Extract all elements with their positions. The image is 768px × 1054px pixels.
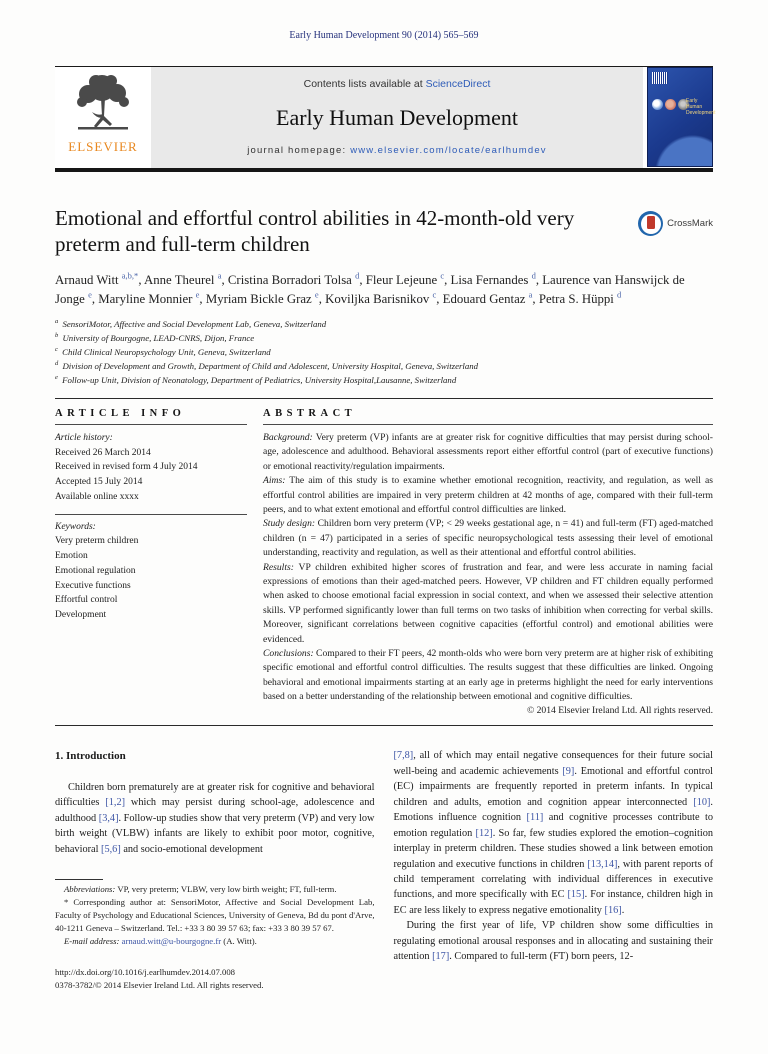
- author-name: Lisa Fernandes $^d$,: [450, 270, 543, 287]
- banner-divider: [55, 168, 713, 172]
- author-affiliation-sup: c: [432, 289, 437, 300]
- abstract-section-label: Aims:: [263, 475, 286, 487]
- author-name: Myriam Bickle Graz $^e$,: [205, 289, 326, 307]
- author-affiliation-sup: d: [617, 289, 622, 300]
- abstract-section: Background: Very preterm (VP) infants are at greater risk for cognitive difficulties that may persist during school-age, adolescence and adulthood. Behavioral assessments report either effortful control (part of executive functions) or emotional reactivity/regulation impairments.: [263, 432, 713, 472]
- abstract-section: Results: VP children exhibited higher scores of frustration and fear, and were less accurate in naming facial expressions of emotions than their aged-matched peers. However, VP children and FT children equally performed when asked to choose emotional facial expression in social context, and when we assessed their selective attention skills. VP performed significantly lower than full terms on two tasks of inhibition when correcting for verbal skills. Moreover, significant correlations between cognitive capacities (effortful control) and emotional abilities were evidenced.: [263, 561, 713, 645]
- paragraph: During the first year of life, VP children show some difficulties in regulating emotional arousal responses and in allocating and sustaining their attention [17]. Compared to full-term (FT) born peers, 12-: [393, 920, 713, 963]
- citation-link[interactable]: [17]: [432, 951, 450, 963]
- article-history-label: Article history:: [55, 433, 113, 444]
- footnote-rule: [55, 879, 103, 880]
- footer-block: [55, 966, 375, 992]
- author-list: [55, 270, 695, 309]
- sciencedirect-link[interactable]: ScienceDirect: [425, 78, 491, 90]
- abstract-section: Study design: Children born very preterm (VP; < 29 weeks gestational age, n = 41) and full-term (FT) aged-matched children (n = 47) participated in a series of specific neuropsychological tests assessing their level of emotional understanding, reactivity and regulation, as well as their attentional and effortful control abilities.: [263, 518, 713, 559]
- article-history-list: [55, 446, 247, 505]
- elsevier-tree-icon: [72, 72, 134, 138]
- citation-link[interactable]: [15]: [567, 889, 585, 901]
- author-name: Laurence van Hanswijck de Jonge $^e$,: [55, 272, 685, 307]
- elsevier-wordmark: ELSEVIER: [68, 139, 138, 154]
- divider: [55, 424, 247, 425]
- history-line: Accepted 15 July 2014: [55, 477, 143, 488]
- crossmark-icon: [638, 211, 663, 236]
- citation-link[interactable]: [3,4]: [98, 812, 119, 824]
- abbreviations-text: VP, very preterm; VLBW, very low birth weight; FT, full-term.: [115, 884, 337, 895]
- abbreviations-note: [55, 883, 375, 896]
- keyword: Effortful control: [55, 595, 118, 606]
- author-affiliation-sup: d: [355, 270, 360, 281]
- citation-link[interactable]: [5,6]: [101, 843, 121, 855]
- abstract-section-label: Study design:: [263, 518, 316, 530]
- citation-link[interactable]: [11]: [526, 812, 544, 824]
- corresponding-author-note: * Corresponding author at: SensoriMotor, Affective and Social Development Lab, Faculty of Psychology and Educational Sciences, University of Geneva, Bd du pont d'Arve, 40-1211 Geneva – Switzerland. Tel.: +33 3 80 39 57 63; fax: +33 3 80 39 57 67.: [55, 897, 375, 934]
- abstract-section: Aims: The aim of this study is to examine whether emotional recognition, reactivity, and regulation, as well as effortful control abilities are impaired in very preterm children at 42 months of age, compared with their full-term peers, and to what extent emotional and effortful control difficulties are linked.: [263, 475, 713, 515]
- divider: [263, 424, 713, 425]
- abstract-section: Conclusions: Compared to their FT peers, 42 month-olds who were born very preterm are at higher risk of exhibiting specific emotional and effortful control difficulties. The results suggest that these difficulties are linked. Ongoing behavioral and emotional impairments starting at an early age in preterms highlight the need for early interventions based on a better understanding of the relationship between emotional and cognitive difficulties.: [263, 647, 713, 703]
- keyword: Emotional regulation: [55, 565, 136, 576]
- paragraph: Children born prematurely are at greater risk for cognitive and behavioral difficulties [1,2] which may persist during school-age, adolescence and adulthood [3,4]. Follow-up studies show that very preterm (VP) and very low birth weight (VLBW) infants are likely to exhibit poor motor, cognitive, behavioral [5,6] and socio-emotional development: [55, 781, 375, 855]
- affiliation-list: [55, 317, 713, 387]
- citation-link[interactable]: [10]: [693, 796, 711, 808]
- abstract-text: [263, 431, 713, 704]
- crossmark-badge[interactable]: [638, 211, 713, 236]
- cover-decoration: [648, 128, 712, 166]
- divider: [55, 514, 247, 515]
- keyword: Emotion: [55, 551, 88, 562]
- intro-left-text: [55, 780, 375, 857]
- footnote-block: [55, 879, 375, 948]
- author-affiliation-sup: e: [195, 289, 200, 300]
- author-affiliation-sup: a,b,*: [121, 270, 139, 281]
- abstract-heading: ABSTRACT: [263, 408, 357, 420]
- cover-image-dot: [665, 99, 676, 110]
- journal-reference: Early Human Development 90 (2014) 565–569: [289, 30, 479, 41]
- article-info-column: [55, 399, 247, 716]
- doi-link[interactable]: http://dx.doi.org/10.1016/j.earlhumdev.2014.07.008: [55, 967, 236, 978]
- abstract-section-label: Results:: [263, 561, 294, 573]
- author-name: Cristina Borradori Tolsa $^d$,: [227, 270, 366, 287]
- author-affiliation-sup: a: [528, 289, 533, 300]
- cover-images: [652, 99, 689, 110]
- affiliation: $^d$ Division of Development and Growth, Department of Child and Adolescent, University Hospital, Geneva, Switzerland: [55, 360, 479, 372]
- email-link[interactable]: arnaud.witt@u-bourgogne.fr: [121, 936, 222, 947]
- email-suffix: (A. Witt).: [221, 936, 257, 947]
- homepage-label: journal homepage:: [247, 145, 351, 156]
- contents-line: [304, 78, 491, 90]
- citation-link[interactable]: [16]: [604, 904, 622, 916]
- author-name: Arnaud Witt $^{a,b,*}$,: [55, 270, 145, 287]
- keywords-label: Keywords:: [55, 521, 96, 532]
- keyword: Very preterm children: [55, 536, 139, 547]
- homepage-line: [247, 145, 547, 156]
- history-line: Received in revised form 4 July 2014: [55, 462, 198, 473]
- copyright-line: © 2014 Elsevier Ireland Ltd. All rights reserved.: [526, 705, 713, 717]
- author-name: Edouard Gentaz $^a$,: [442, 289, 539, 307]
- journal-cover-thumbnail: [647, 67, 716, 167]
- author-affiliation-sup: d: [531, 270, 536, 281]
- section-divider: [55, 725, 713, 726]
- cover-barcode: [652, 72, 668, 84]
- abstract-section-label: Conclusions:: [263, 647, 314, 659]
- keyword: Executive functions: [55, 580, 131, 591]
- email-label: E-mail address:: [64, 936, 120, 947]
- keywords-list: [55, 534, 247, 622]
- author-affiliation-sup: c: [440, 270, 445, 281]
- history-line: Available online xxxx: [55, 491, 139, 502]
- citation-link[interactable]: [13,14]: [587, 858, 618, 870]
- history-line: Received 26 March 2014: [55, 447, 151, 458]
- citation-link[interactable]: [12]: [475, 827, 493, 839]
- keyword: Development: [55, 609, 107, 620]
- journal-banner: [55, 66, 716, 168]
- author-name: Maryline Monnier $^e$,: [98, 289, 206, 307]
- article-info-heading: ARTICLE INFO: [55, 408, 186, 420]
- banner-right: [643, 67, 716, 168]
- author-name: Koviljka Barisnikov $^c$,: [325, 289, 443, 307]
- citation-link[interactable]: [9]: [562, 765, 575, 777]
- homepage-url-link[interactable]: www.elsevier.com/locate/earlhumdev: [350, 145, 547, 156]
- abstract-section-label: Background:: [263, 432, 313, 444]
- author-affiliation-sup: e: [88, 289, 92, 300]
- affiliation: $^b$ University of Bourgogne, LEAD-CNRS, Dijon, France: [55, 332, 255, 344]
- abstract-column: [263, 399, 713, 716]
- intro-right-text: [394, 748, 714, 964]
- abbreviations-label: Abbreviations:: [64, 884, 116, 895]
- paragraph: [7,8], all of which may entail negative consequences for their future social well-being and academic achievements [9]. Emotional and effortful control (EC) impairments are frequently reported in preterm infants. In typical children and adults, emotion and cognition appear interconnected [10]. Emotions influence cognition [11] and cognitive processes contribute to emotion regulation [12]. So far, few studies explored the emotion–cognition interplay in preterm children. These studies showed a link between emotion regulation and executive functions in children [13,14], with parent reports of child temperament correlating with individual differences in executive functions, and more specifically with EC [15]. For instance, children high in EC are less likely to express negative emotionality [16].: [393, 750, 714, 916]
- citation-link[interactable]: [1,2]: [105, 797, 126, 809]
- author-affiliation-sup: e: [314, 289, 319, 300]
- page: [0, 30, 768, 992]
- contents-text: Contents lists available at: [303, 78, 426, 90]
- journal-title: Early Human Development: [276, 104, 518, 130]
- author-affiliation-sup: a: [217, 270, 222, 281]
- crossmark-label: CrossMark: [667, 218, 713, 229]
- email-note: [55, 935, 375, 948]
- citation-link[interactable]: [7,8]: [393, 750, 414, 762]
- cover-title: Early Human Development: [686, 98, 716, 116]
- intro-left-column: [55, 748, 375, 992]
- author-name: Anne Theurel $^a$,: [144, 270, 228, 287]
- author-name: Petra S. Hüppi $^d$: [538, 289, 622, 307]
- affiliation: $^c$ Child Clinical Neuropsychology Unit, Geneva, Switzerland: [55, 346, 271, 358]
- intro-right-column: [394, 748, 714, 992]
- introduction-heading: 1. Introduction: [55, 750, 126, 763]
- elsevier-logo: [55, 67, 151, 168]
- banner-center: [151, 67, 643, 168]
- affiliation: $^e$ Follow-up Unit, Division of Neonatology, Department of Pediatrics, University Hospital,Lausanne, Switzerland: [55, 374, 457, 386]
- author-name: Fleur Lejeune $^c$,: [365, 270, 451, 287]
- page-title: Emotional and effortful control abilities in 42-month-old very preterm and full-term children: [55, 206, 575, 257]
- affiliation: $^a$ SensoriMotor, Affective and Social Development Lab, Geneva, Switzerland: [55, 318, 327, 330]
- cover-image-dot: [652, 99, 663, 110]
- issn-copyright-line: 0378-3782/© 2014 Elsevier Ireland Ltd. All rights reserved.: [55, 980, 264, 991]
